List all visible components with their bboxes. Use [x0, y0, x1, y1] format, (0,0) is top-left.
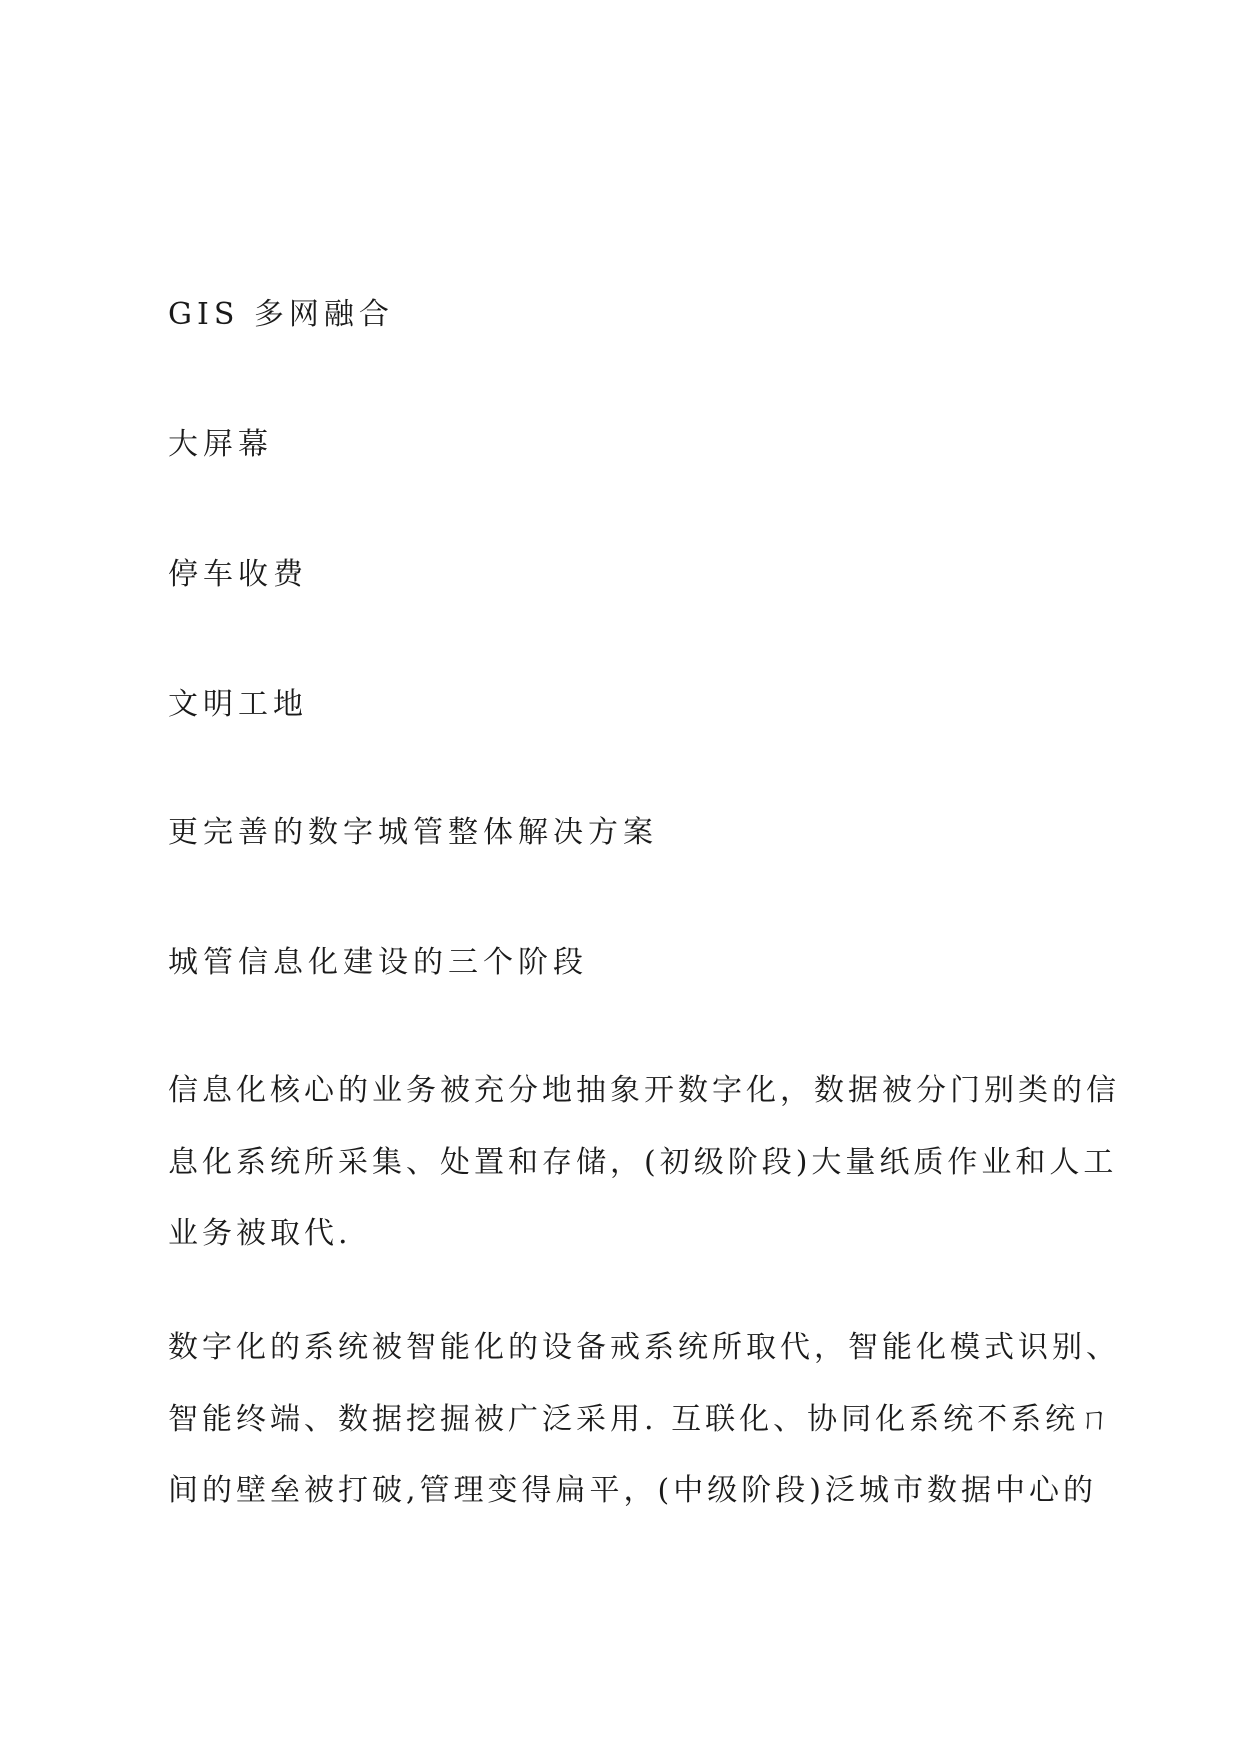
paragraph-line: 数字化的系统被智能化的设备戒系统所取代，智能化模式识别、: [168, 1330, 1120, 1365]
paragraph-line: 业务被取代.: [168, 1216, 352, 1251]
heading-three-stages: 城管信息化建设的三个阶段: [168, 945, 588, 980]
paragraph-line: 间的壁垒被打破,管理变得扁平，(中级阶段)泛城市数据中心的: [168, 1473, 1097, 1508]
heading-big-screen: 大屏幕: [168, 427, 273, 462]
heading-solution: 更完善的数字城管整体解决方案: [168, 815, 658, 850]
paragraph-line: 息化系统所采集、处置和存储，(初级阶段)大量纸质作业和人工: [168, 1145, 1118, 1180]
heading-parking-fee: 停车收费: [168, 557, 308, 592]
paragraph-line: 信息化核心的业务被充分地抽象开数字化，数据被分门别类的信: [168, 1073, 1120, 1108]
heading-civilized-site: 文明工地: [168, 687, 308, 722]
heading-gis: GIS 多网融合: [168, 297, 394, 332]
paragraph-line: 智能终端、数据挖掘被广泛采用. 互联化、协同化系统不系统ㄇ: [168, 1402, 1114, 1437]
